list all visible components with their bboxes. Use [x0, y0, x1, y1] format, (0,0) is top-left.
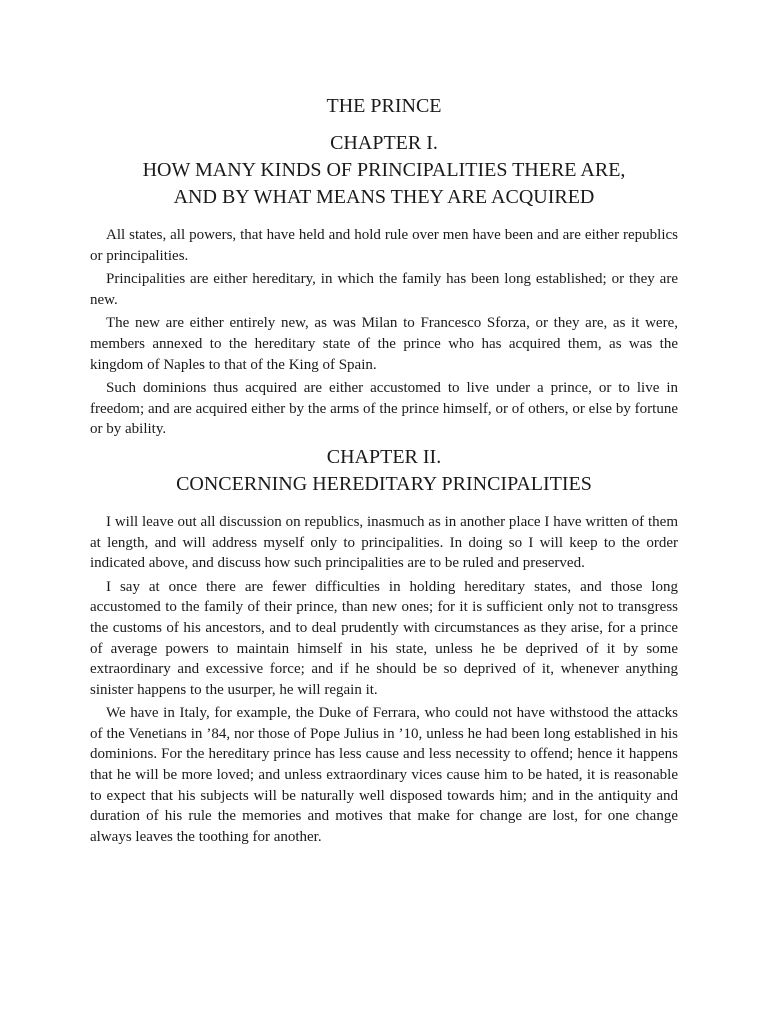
chapter-2-paragraph: I will leave out all discussion on republics, inasmuch as in another place I have written of them at length, and will address myself only to principalities. In doing so I will keep to the order indicated above, and discuss how such principalities are to be ruled and preserved.	[90, 513, 678, 572]
chapter-2-section	[90, 444, 678, 848]
chapter-2-title-line-1: CONCERNING HEREDITARY PRINCIPALITIES	[176, 472, 592, 495]
chapter-1-paragraph: Principalities are either hereditary, in which the family has been long established; or they are new.	[90, 271, 678, 308]
chapter-2-paragraph: We have in Italy, for example, the Duke of Ferrara, who could not have withstood the attacks of the Venetians in ’84, nor those of Pope Julius in ’10, unless he had been long established in his dominions. For the hereditary prince has less cause and less necessity to offend; hence it happens that he will be more loved; and unless extraordinary vices cause him to be hated, it is reasonable to expect that his subjects will be naturally well disposed towards him; and in the antiquity and duration of his rule the memories and motives that make for change are lost, for one change always leaves the toothing for another.	[90, 705, 678, 845]
chapter-1-number: CHAPTER I.	[330, 132, 438, 154]
chapter-1-heading	[90, 130, 678, 211]
chapter-1-paragraph: All states, all powers, that have held and hold rule over men have been and are either republics or principalities.	[90, 227, 678, 264]
chapter-2-heading	[90, 444, 678, 498]
chapter-1-title-line-1: HOW MANY KINDS OF PRINCIPALITIES THERE ARE,	[142, 159, 626, 181]
chapter-1-paragraph: The new are either entirely new, as was Milan to Francesco Sforza, or they are, as it were, members annexed to the hereditary state of the prince who has acquired them, as was the kingdom of Naples to that of the King of Spain.	[90, 315, 678, 373]
chapter-1-paragraph: Such dominions thus acquired are either accustomed to live under a prince, or to live in freedom; and are acquired either by the arms of the prince himself, or of others, or else by fortune or by ability.	[90, 380, 678, 438]
chapter-2-paragraph: I say at once there are fewer difficulties in holding hereditary states, and those long accustomed to the family of their prince, than new ones; for it is sufficient only not to transgress the customs of his ancestors, and to deal prudently with circumstances as they arise, for a prince of average powers to maintain himself in his state, unless he be deprived of it by some extraordinary and excessive force; and if he should be so deprived of it, whenever anything sinister happens to the usurper, he will regain it.	[90, 578, 678, 698]
chapter-1-title-line-2: AND BY WHAT MEANS THEY ARE ACQUIRED	[173, 186, 595, 208]
chapter-1-section	[90, 130, 678, 440]
chapter-2-number: CHAPTER II.	[326, 445, 442, 468]
book-title: THE PRINCE	[326, 95, 442, 117]
